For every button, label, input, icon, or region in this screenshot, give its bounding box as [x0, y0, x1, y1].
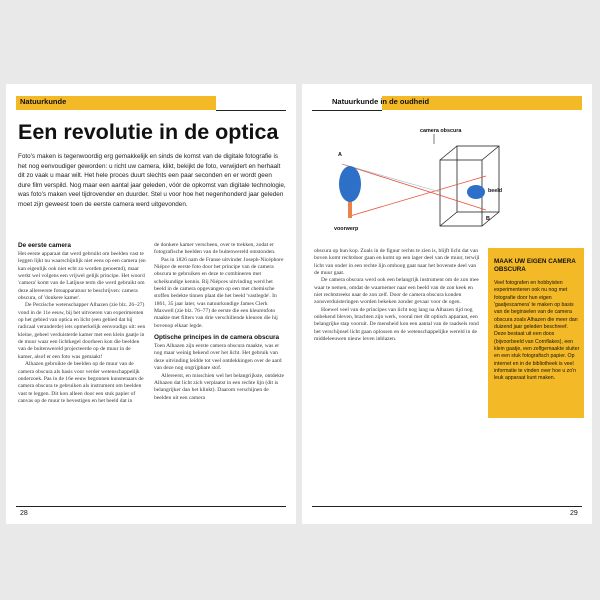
- right-page: [302, 84, 592, 524]
- body-paragraph: Pas in 1826 nam de Franse uitvinder Joseph-Nicéphore Niépce de eerste foto door het principe van de camera obscura te gebruiken en deze te combineren met scheikundige kennis. Bij Niépces uitvinding werd het beeld in de camera opgevangen op een met chemische stoffen bedekte tinnen plaat die het beeld 'vastlegde'. In 1861, 35 jaar later, was natuurkundige James Clerk Maxwell (zie blz. 76–77) de eerste die een kleurenfoto maakte met filters van drie verschillende kleuren die hij bovenop elkaar legde.: [154, 256, 284, 329]
- page-title: Een revolutie in de optica: [18, 120, 279, 144]
- light-ray: [350, 176, 486, 216]
- section-heading: Optische principes in de camera obscura: [154, 334, 280, 342]
- page-number: 29: [570, 510, 578, 517]
- footer-rule: [312, 506, 582, 521]
- body-paragraph: De camera obscura werd ook een belangrijk instrument om de zon mee waar te nemen, omdat de waarnemer naar een beeld van de zon keek en niet rechtstreeks naar de zon zelf. Door de camera obscura konden zonsverduisteringen worden bekeken zonder gevaar voor de ogen.: [314, 277, 479, 306]
- lead-paragraph: Foto's maken is tegenwoordig erg gemakkelijk en sinds de komst van de digitale fotografie is het nog eenvoudiger geworden: u richt uw camera, klikt, bekijkt de foto, verwijdert en herhaalt dit zo vaak u maar wilt. Het hele proces duurt slechts een paar seconden en er wordt geen dure film verspild. Nog maar een aantal jaar geleden, vóór de opkomst van digitale technologie, was foto's maken veel tijdrovender en duurder. Stel u voor hoe het negenhonderd jaar geleden moet zijn geweest toen de eerste camera werd uitgevonden.: [18, 153, 286, 208]
- running-header: Natuurkunde in de oudheid: [332, 97, 430, 106]
- info-box-title: MAAK UW EIGEN CAMERA OBSCURA: [494, 258, 576, 273]
- text-column-1: [18, 242, 146, 405]
- running-header: Natuurkunde: [20, 97, 67, 106]
- header-rule: [216, 96, 286, 111]
- tree-object: [339, 166, 361, 218]
- text-column-2: [154, 242, 284, 402]
- label-image: beeld: [488, 188, 502, 194]
- page-number: 28: [20, 510, 28, 517]
- body-paragraph: Toen Alhazen zijn eerste camera obscura maakte, was er nog maar weinig bekend over het licht. Het gebruik van deze uitvinding leidde tot veel ontdekkingen over de aard van deze nog ongrijpbare stof.: [154, 343, 282, 372]
- light-ray: [342, 164, 486, 210]
- body-paragraph: obscura op hun kop. Zoals in de figuur rechts te zien is, blijft licht dat van boven komt rechtdoor gaan en komt op een lager deel van de muur, terwijl licht van onder in een rechte lijn omhoog gaat naar het bovenste deel van de muur gaat.: [314, 248, 480, 277]
- section-heading: De eerste camera: [18, 242, 71, 249]
- tree-image: [467, 185, 485, 199]
- left-page: [6, 84, 296, 524]
- body-paragraph: De Perzische wetenschapper Alhazen (zie blz. 26–27) vond in de 11e eeuw, bij het uitvoeren van experimenten op het gebied van optica en licht (een gebied dat hij radicaal veranderde) iets opmerkelijk eenvoudigs uit: een kleine, geheel verduisterde kamer met een klein gaatje in de muur waar een lichtkegel doorheen kon die beelden van de buitenwereld projecteerde op de muur in de kamer, alsof er een foto was gemaakt!: [18, 302, 146, 360]
- body-paragraph: Hoewel veel van de principes van licht nog lang na Alhazen tijd nog onbekend bleven, brachten zijn werk, vooral met dit optisch apparaat, een belangrijke stap vooruit. De mensheid kon een aantal van de raadsels rond het verschijnsel licht gaan oplossen en de wetenschappelijke wereld in de middeleeuwen nieuw leven inblazen.: [314, 306, 479, 343]
- diagram-title-label: camera obscura: [420, 128, 462, 134]
- camera-box: [440, 146, 499, 226]
- label-b: B: [486, 216, 490, 222]
- label-object: voorwerp: [334, 226, 359, 232]
- label-a: A: [338, 152, 342, 158]
- body-paragraph: Alhazen gebruikte de beelden op de muur van de camera obscura als basis voor verder wetenschappelijk onderzoek. Pas in de 16e eeuw begonnen kunstenaars de camera obscura te gebruiken als instrument om beelden vast te leggen. Dit kon alleen door een stuk papier of canvas op de muur te bevestigen en het beeld dat in: [18, 361, 144, 404]
- camera-obscura-diagram: [322, 122, 502, 252]
- info-box-text: Veel fotografen en hobbyisten experimenteren ook nu nog met fotografie door hun eigen 'gaatjescamera' te maken op basis van de beginselen van de camera obscura zoals Alhazen die meer dan duizend jaar geleden beschreef. Deze bestaat uit een doos (bijvoorbeeld van Cornflakes), een klein gaatje, een zelfgemaakte sluiter en een stuk fotografisch papier. Op internet en in de bibliotheek is veel informatie te vinden over hoe u zo'n leuk apparaat kunt maken.: [494, 280, 580, 382]
- text-column: [314, 248, 480, 343]
- footer-rule: [16, 506, 286, 521]
- body-paragraph: Het eerste apparaat dat werd gebruikt om beelden vast te leggen lijkt nu waarschijnlijk niet eens op een camera (en kan eigenlijk ook niet echt zo worden genoemd), maar werkt wel volgens een vrijwel gelijk principe. Het woord 'camera' komt van de Latijnse term die werd gebruikt om deze allereerste fotoapparatuur te beschrijven: camera obscura, of 'donkere kamer'.: [18, 251, 146, 302]
- body-paragraph: de donkere kamer verscheen, over te trekken, zodat er fotografische beelden van de buitenwereld ontstonden.: [154, 242, 276, 256]
- body-paragraph: Allereerst, en misschien wel het belangrijkste, ontdekte Alhazen dat licht zich verplaatst in een rechte lijn (dit is belangrijker dan het klinkt). Daarom verschijnen de beelden uit een camera: [154, 372, 284, 401]
- info-box: [488, 248, 584, 418]
